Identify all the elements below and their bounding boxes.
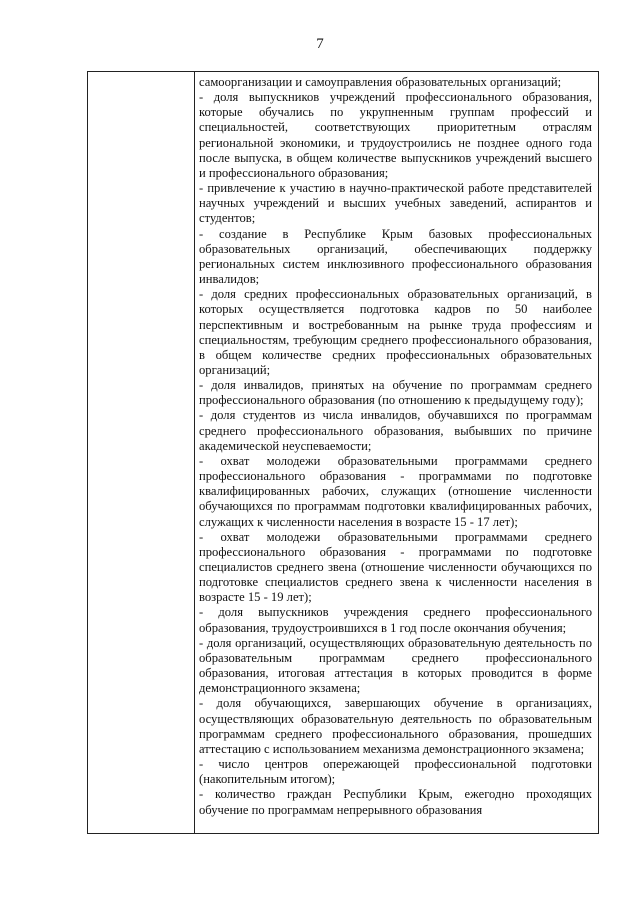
list-item: - доля организаций, осуществляющих образовательную деятельность по образовательным программам среднего профессионального образования, итоговая аттестация в которых проводится в форме демонстрационного экзамена; (199, 635, 592, 696)
list-item: - доля средних профессиональных образовательных организаций, в которых осуществляется подготовка кадров по 50 наиболее перспективным и востребованным на рынке труда профессиям и специальностям, требующим среднего профессионального образования, в общем количестве средних профессиональных образовательных организаций; (199, 287, 592, 377)
list-item: - доля выпускников учреждения среднего профессионального образования, трудоустроившихся в 1 год после окончания обучения; (199, 605, 592, 635)
list-item: самоорганизации и самоуправления образовательных организаций; (199, 75, 562, 89)
list-item: - количество граждан Республики Крым, ежегодно проходящих обучение по программам непрерывного образования (199, 787, 592, 817)
list-item: - доля инвалидов, принятых на обучение по программам среднего профессионального образования (по отношению к предыдущему году); (199, 378, 592, 408)
document-table (87, 71, 599, 834)
list-item: - доля студентов из числа инвалидов, обучавшихся по программам среднего профессионального образования, выбывших по причине академической неуспеваемости; (199, 408, 592, 453)
list-item: - охват молодежи образовательными программами среднего профессионального образования - программами по подготовке квалифицированных рабочих, служащих (отношение численности обучающихся по программам подготовки квалифицированных рабочих, служащих к численности населения в возрасте 15 - 17 лет); (199, 453, 592, 529)
table-right-column (195, 72, 598, 833)
list-item: - число центров опережающей профессиональной подготовки (накопительным итогом); (199, 757, 592, 787)
list-item: - охват молодежи образовательными программами среднего профессионального образования - программами по подготовке специалистов среднего звена (отношение численности обучающихся по подготовке специалистов среднего звена к численности населения в возрасте 15 - 19 лет); (199, 529, 592, 605)
list-item: - привлечение к участию в научно-практической работе представителей научных учреждений и высших учебных заведений, аспирантов и студентов; (199, 181, 592, 226)
table-left-column (88, 72, 195, 833)
list-item: - доля обучающихся, завершающих обучение в организациях, осуществляющих образовательную деятельность по образовательным программам среднего профессионального образования, прошедших аттестацию с использованием механизма демонстрационного экзамена; (199, 696, 592, 756)
list-item: - доля выпускников учреждений профессионального образования, которые обучались по укрупненным группам профессий и специальностей, соответствующих приоритетным отраслям региональной экономики, и трудоустроились не позднее одного года после выпуска, в общем количестве выпускников учреждений высшего и профессионального образования; (199, 90, 592, 180)
page-number: 7 (316, 36, 324, 52)
list-item: - создание в Республике Крым базовых профессиональных образовательных организаций, обеспечивающих поддержку региональных систем инклюзивного профессионального образования инвалидов; (199, 226, 592, 287)
